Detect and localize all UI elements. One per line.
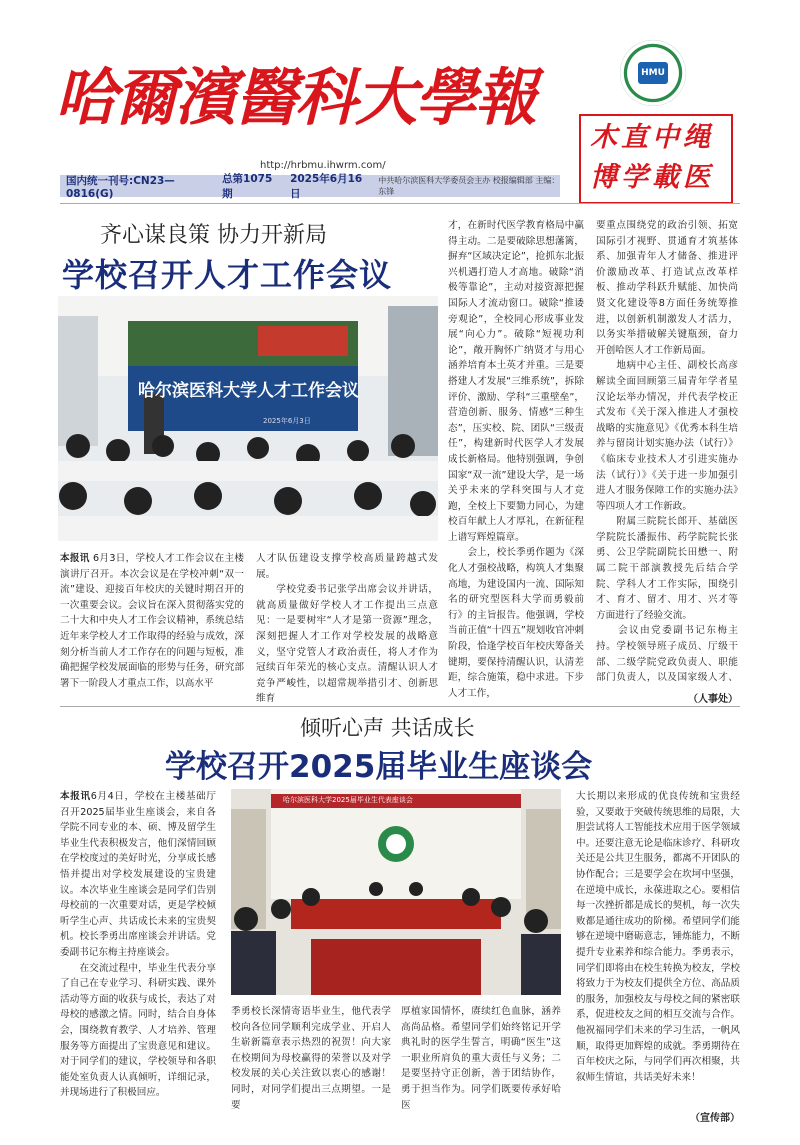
motto <box>590 118 725 198</box>
article2-column-3: 厚植家国情怀，赓续红色血脉，涵养高尚品格。希望同学们始终铭记开学典礼时的医学生誓言，明确“医生”这一职业所肩负的重大责任与义务；二是要坚持守正创新，善于团结协作，勇于担当作为。同学们既要传承好哈医 <box>401 1006 561 1111</box>
motto-line-1: 木直中绳 <box>590 122 714 153</box>
article2-signature: （宣传部） <box>690 1113 740 1124</box>
photo1-banner-text: 哈尔滨医科大学人才工作会议 <box>138 381 359 401</box>
article1-col1-text: 6月3日，学校人才工作会议在主楼演讲厅召开。本次会议是在学校冲刺“双一流”建设、迎接百年校庆的关键时期召开的一次重要会议。会议旨在深入贯彻落实党的二十大和中央人才工作会议精神，系统总结近年来学校人才工作取得的经验与成效，深刻分析当前人才工作存在的问题与短板，准确把握学校发展面临的形势与任务，研究部署下一阶段人才重点工作，以高水平 <box>60 553 244 689</box>
newspaper-masthead-title: 哈爾濱醫科大學報 <box>55 61 536 134</box>
section-divider <box>60 706 740 707</box>
photo1-banner-date: 2025年6月3日 <box>263 417 311 425</box>
issue-date: 2025年6月16日 <box>290 173 363 200</box>
publisher-info: 中共哈尔滨医科大学委员会主办 校报编辑部 主编：东锋 <box>378 176 560 196</box>
article2-lead: 本报讯 <box>60 791 91 802</box>
article1-subtitle: 齐心谋良策 协力开新局 <box>100 223 327 248</box>
issue-info-bar <box>60 173 560 200</box>
photo2-banner-text: 哈尔滨医科大学2025届毕业生代表座谈会 <box>283 796 413 804</box>
motto-line-2: 博学載医 <box>590 162 714 193</box>
article1-column-3: 才，在新时代医学教育格局中赢得主动。二是要破除思想藩篱，摒弃“区域决定论”，抢抓东北振兴机遇打造人才高地。破除“消极等靠论”，主动对接资源把握国际人才流动窗口。破除“推诿旁观论”，全校同心形成事业发展“向心力”。破除“短视功利论”，敞开胸怀广纳贤才与用心涵养培育本土英才并重。三是要搭建人才发展“三维系统”，拆除评价、激励、学科“三重壁垒”，营造创新、服务、情感“三种生态”，压实校、院、团队“三级责任”，构建新时代医学人才发展成长新格局。他特别强调，争创国家“双一流”建设大学，是一场关乎未来的学科突围与人才竞跑，全校上下要勠力同心，为建校百年献上人才厚礼，在新征程上谱写辉煌篇章。 会上，校长季勇作题为《深化人才强校战略，构筑人才集聚高地，为建设国内一流、国际知名的研究型医科大学而勇毅前行》的主旨报告。他强调，学校当前正值“十四五”规划收官冲刺阶段，恰逢学校百年校庆筹备关键期，要保持清醒认识，认清差距，综合施策，稳中求进。下步人才工作， <box>448 220 584 699</box>
issue-code: 国内统一刊号:CN23—0816(G) <box>66 174 175 200</box>
issue-number: 总第1075期 <box>222 173 273 200</box>
article1-lead: 本报讯 <box>60 553 90 564</box>
university-logo-icon <box>620 40 686 106</box>
article1-column-4: 要重点围绕党的政治引领、拓宽国际引才视野、贯通育才筑基体系、加强青年人才储备、推进评价激励改革、打造试点改革样板、推动学科跃升赋能、加快尚贤文化建设等8方面任务统筹推进，以创新机制激发人才活力，以务实举措破解关键瓶颈，奋力开创哈医人才工作新局面。 地病中心主任、副校长高彦解读全面回顾第三届青年学者星汉论坛举办情况，并代表学校正式发布《关于深入推进人才强校战略的实施意见》《优秀本科生培养与留岗计划实施办法（试行）》《临床专业技术人才引进实施办法（试行）》《关于进一步加强引进人才服务保障工作的实施办法》等四项人才工作新政。 附属三院院长郎开、基础医学院院长潘振伟、药学院院长张勇、公卫学院副院长田懋一、附属二院干部演教授先后结合学院、学科人才工作实际，围绕引才、育才、留才、用才、兴才等方面进行了经验交流。 会议由党委副书记东梅主持。学校领导班子成员、厅级干部、二级学院党政负责人、职能部门负责人，以及国家级人才、 <box>596 220 738 684</box>
article2-subtitle: 倾听心声 共话成长 <box>300 716 475 740</box>
article2-title: 学校召开2025届毕业生座谈会 <box>165 749 593 785</box>
article2-column-4: 大长期以来形成的优良传统和宝贵经验，又要敢于突破传统思维的局限，大胆尝试将人工智能技术应用于医学领域中。还要注意无论是临床诊疗、科研攻关还是公共卫生服务，都离不开团队的协作配合；三是要学会在坎坷中坚强，在逆境中成长，永葆进取之心。要相信每一次挫折都是成长的契机，每一次失败都是通往成功的阶梯。希望同学们能够在逆境中磨砺意志，锤炼能力，不断提升专业素养和综合能力。季勇表示，同学们即将由在校生转换为校友，学校将致力于为校友们提供全方位、高品质的服务，加强校友与母校之间的紧密联系，促进校友之间的相互交流与合作。他祝福同学们未来的学习生活，一帆风顺，取得更加辉煌的成就。季勇期待在百年校庆之际，与同学们再次相聚，共叙师生情谊，共话美好未来！ <box>576 791 740 1083</box>
article1-title: 学校召开人才工作会议 <box>62 256 393 294</box>
article1-photo <box>58 296 438 541</box>
logo-text: HMU <box>638 62 668 84</box>
article2-column-1 <box>60 789 216 1119</box>
header-divider <box>60 203 740 204</box>
article1-column-1 <box>60 551 244 706</box>
article2-column-2: 季勇校长深情寄语毕业生，他代表学校向各位同学顺利完成学业、开启人生崭新篇章表示热烈的祝贺！向大家在校期间为母校赢得的荣誉以及对学校发展的关心关注致以衷心的感谢！同时，对同学们提出三点期望。一是要 <box>231 1006 391 1111</box>
article1-column-2: 人才队伍建设支撑学校高质量跨越式发展。 学校党委书记张学出席会议并讲话，就高质量做好学校人才工作提出三点意见：一是要树牢“人才是第一资源”理念，深刻把握人才工作对学校发展的战略意义，坚守党管人才政治责任，将人才作为冠续百年荣光的核心支点。清醒认识人才竞争严峻性，以超常规举措引才、创新思维育 <box>256 553 438 705</box>
website-url[interactable]: http://hrbmu.ihwrm.com/ <box>260 160 386 171</box>
article2-photo <box>231 789 561 995</box>
article1-signature: （人事处） <box>688 694 738 705</box>
article2-col1-text: 6月4日，学校在主楼基础厅召开2025届毕业生座谈会，来自各学院不同专业的本、硕、博及留学生毕业生代表积极发言，他们深情回顾在学校度过的美好时光，分享成长感悟并提出对学校发展建设的宝贵建议。本次毕业生座谈会是同学们告别母校前的一次重要对话，更是学校倾听学生心声、共话成长未来的宝贵契机。校长季勇出席座谈会并讲话。党委副书记东梅主持座谈会。 在交流过程中，毕业生代表分享了自己在专业学习、科研实践、课外活动等方面的收获与成长，表达了对母校的感激之情。同时，结合自身体会，围绕教育教学、人才培养、管理服务等方面提出了宝贵意见和建议。对于同学们的建议，学校领导和各职能处室负责人认真倾听，详细记录，并现场进行了积极回应。 <box>60 791 216 1099</box>
